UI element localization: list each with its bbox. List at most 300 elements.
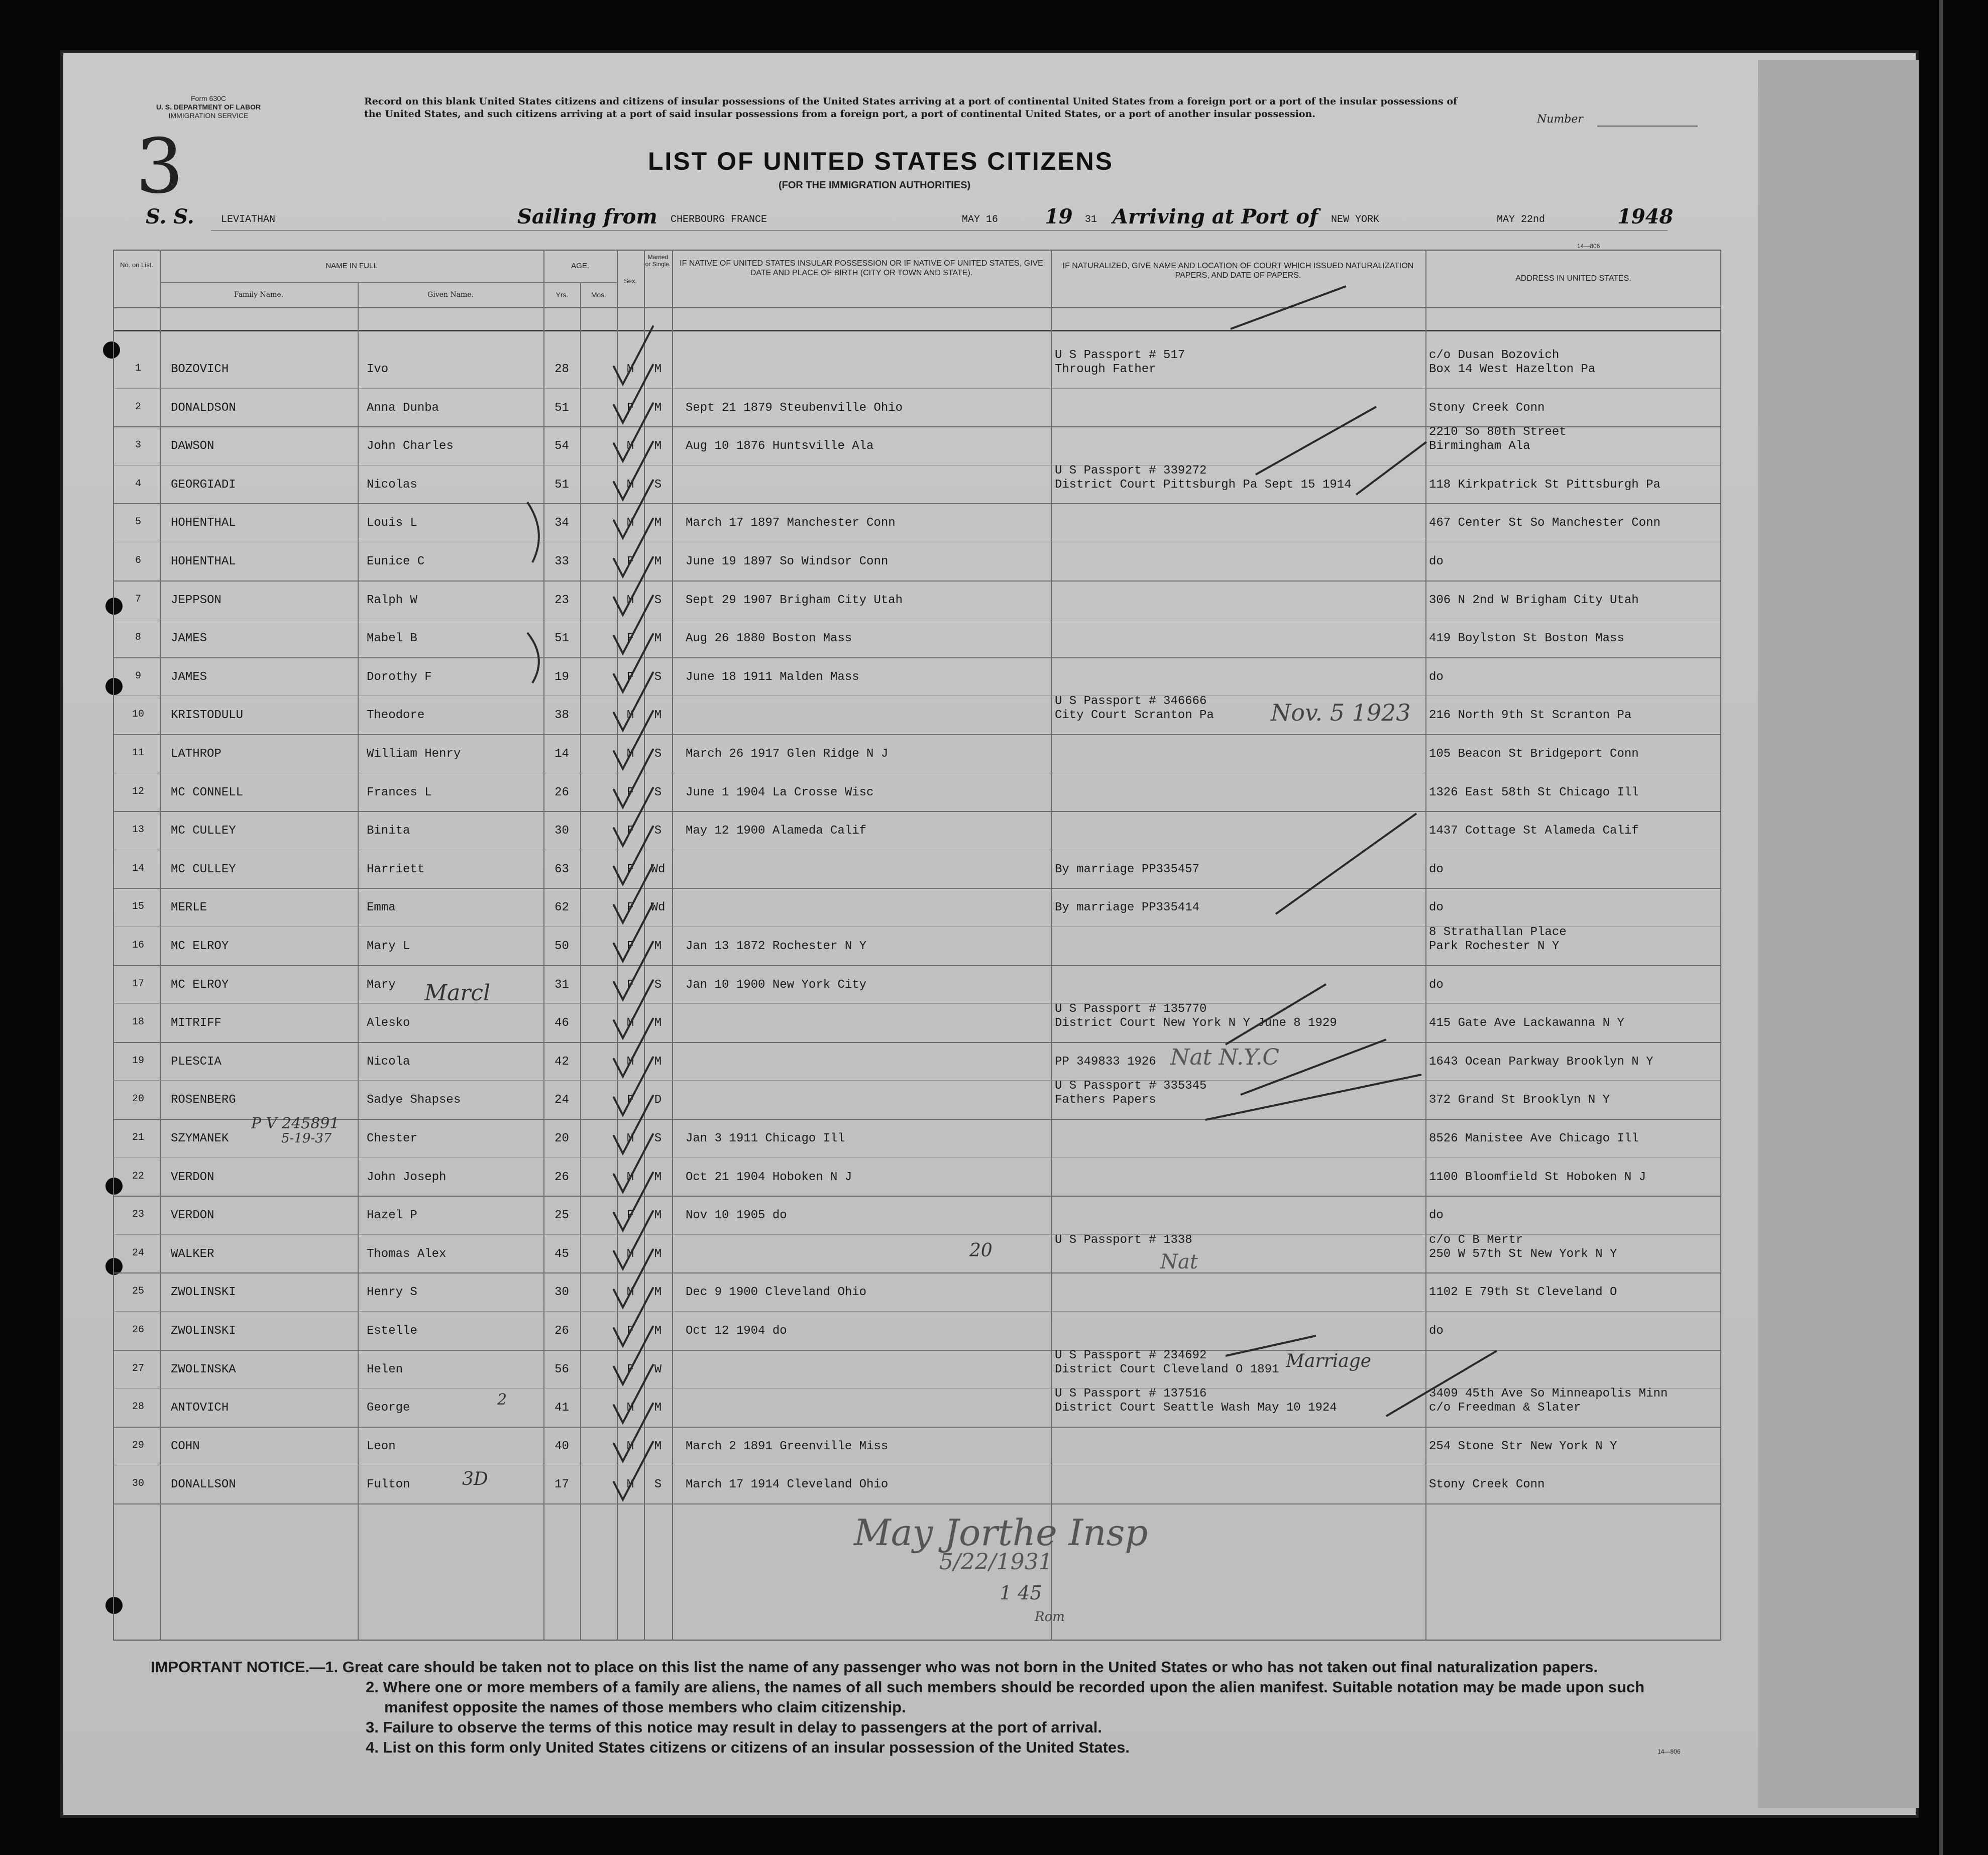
arrival-port: NEW YORK (1331, 214, 1380, 225)
cell-sex: M (626, 1016, 634, 1030)
cell-family-name: PLESCIA (171, 1055, 222, 1069)
notice-item-3: 3. Failure to observe the terms of this notice may result in delay to passengers at the port of arrival. (366, 1718, 1102, 1736)
header-yrs: Yrs. (556, 291, 569, 299)
cell-address-2: Box 14 West Hazelton Pa (1429, 363, 1596, 376)
cell-address-2: do (1429, 1324, 1444, 1338)
important-notice (151, 1657, 1868, 1758)
cell-sex: F (626, 555, 634, 568)
cell-address-1: 8 Strathallan Place (1429, 925, 1567, 939)
cell-no: 4 (135, 478, 141, 490)
form-service: IMMIGRATION SERVICE (168, 111, 249, 120)
cell-given-name: Theodore (367, 709, 425, 723)
cell-age: 23 (555, 593, 569, 607)
cell-family-name: HOHENTHAL (171, 516, 236, 530)
cell-address-2: 1643 Ocean Parkway Brooklyn N Y (1429, 1055, 1653, 1069)
cell-family-name: BOZOVICH (171, 363, 229, 376)
cell-naturalization-1: U S Passport # 335345 (1055, 1079, 1207, 1093)
cell-sex: F (626, 862, 634, 876)
header-age: AGE. (571, 262, 589, 270)
cell-birth: Jan 13 1872 Rochester N Y (686, 940, 867, 953)
cell-address-1: c/o Dusan Bozovich (1429, 349, 1560, 362)
cell-age: 20 (555, 1132, 569, 1145)
cell-age: 31 (555, 978, 569, 992)
cell-address-2: 118 Kirkpatrick St Pittsburgh Pa (1429, 478, 1661, 492)
cell-naturalization-2: PP 349833 1926 (1055, 1055, 1156, 1069)
header-naturalized: IF NATURALIZED, GIVE NAME AND LOCATION OF COURT WHICH ISSUED NATURALIZATION PAPERS, AND DATE OF PAPERS. (1062, 262, 1414, 280)
cell-address-2: 105 Beacon St Bridgeport Conn (1429, 747, 1639, 761)
cell-naturalization-2: By marriage PP335414 (1055, 901, 1200, 915)
cell-sex: M (626, 478, 634, 492)
cell-sex: F (626, 1209, 634, 1223)
cell-marital: S (654, 1132, 662, 1145)
arriving-label: Arriving at Port of (1113, 205, 1318, 228)
cell-address-2: 467 Center St So Manchester Conn (1429, 516, 1661, 530)
cell-age: 24 (555, 1093, 569, 1107)
sailing-date: MAY 16 (962, 214, 999, 225)
cell-naturalization-2: District Court New York N Y June 8 1929 (1055, 1016, 1337, 1030)
page-title: LIST OF UNITED STATES CITIZENS (648, 147, 1114, 175)
cell-family-name: DONALLSON (171, 1478, 236, 1492)
cell-given-name: Eunice C (367, 555, 425, 568)
cell-family-name: MITRIFF (171, 1016, 222, 1030)
cell-address-2: do (1429, 1209, 1444, 1223)
cell-address-2: do (1429, 978, 1444, 992)
cell-naturalization-1: U S Passport # 339272 (1055, 463, 1207, 478)
cell-birth: Oct 21 1904 Hoboken N J (686, 1170, 852, 1184)
cell-no: 6 (135, 555, 141, 566)
cell-age: 38 (555, 709, 569, 723)
cell-marital: M (654, 1170, 662, 1184)
cell-marital: Wd (650, 901, 666, 915)
cell-address-2: do (1429, 555, 1444, 568)
cell-given-name: Thomas Alex (367, 1247, 447, 1261)
notice-label: IMPORTANT NOTICE.— (151, 1658, 325, 1676)
cell-no: 22 (132, 1170, 144, 1182)
cell-naturalization-2: District Court Seattle Wash May 10 1924 (1055, 1401, 1337, 1415)
cell-birth: March 17 1897 Manchester Conn (686, 516, 896, 530)
notice-item-1: 1. Great care should be taken not to place on this list the name of any passenger who was not born in the United States or who has not taken out final naturalization papers. (325, 1658, 1598, 1676)
cell-family-name: JEPPSON (171, 593, 222, 607)
cell-address-2: 250 W 57th St New York N Y (1429, 1247, 1617, 1261)
cell-no: 19 (132, 1055, 144, 1067)
szymanek-margin-date: 5-19-37 (281, 1131, 332, 1146)
cell-given-name: Frances L (367, 785, 432, 799)
header-sex: Sex. (623, 277, 637, 285)
cell-marital: S (654, 785, 662, 799)
cell-naturalization-2: Through Father (1055, 363, 1156, 376)
cell-family-name: COHN (171, 1439, 200, 1453)
cell-no: 20 (132, 1093, 144, 1105)
cell-naturalization-2: City Court Scranton Pa (1055, 709, 1214, 723)
bottom-fraction: 1 45 (1000, 1582, 1042, 1604)
cell-age: 45 (555, 1247, 569, 1261)
cell-naturalization-1: U S Passport # 135770 (1055, 1002, 1207, 1016)
check-mark (614, 1439, 653, 1499)
cell-marital: M (654, 1401, 662, 1415)
cell-no: 5 (135, 516, 141, 528)
ss-label: S. S. (146, 205, 194, 228)
cell-family-name: ZWOLINSKI (171, 1324, 236, 1338)
inspector-signature: May Jorthe Insp (854, 1512, 1148, 1554)
cell-sex: F (626, 785, 634, 799)
cell-naturalization-1: U S Passport # 234692 (1055, 1348, 1207, 1362)
cell-sex: M (626, 1286, 634, 1300)
header-name-in-full: NAME IN FULL (325, 262, 378, 270)
cell-no: 24 (132, 1247, 144, 1259)
cell-sex: M (626, 439, 634, 453)
header-no-on-list: No. on List. (120, 261, 153, 269)
cell-family-name: MC CULLEY (171, 824, 236, 838)
cell-given-name: Ralph W (367, 593, 417, 607)
cell-family-name: KRISTODULU (171, 709, 244, 723)
notice-item-2a: 2. Where one or more members of a family are aliens, the names of all such members should be recorded upon the alien manifest. Suitable notation may be made upon such (366, 1678, 1645, 1696)
cell-address-2: do (1429, 670, 1444, 684)
cell-given-name: Emma (367, 901, 396, 915)
cell-family-name: ZWOLINSKI (171, 1286, 236, 1300)
header-birth: IF NATIVE OF UNITED STATES INSULAR POSSESSION OR IF NATIVE OF UNITED STATES, GIVE DATE AND PLACE OF BIRTH (CITY OR TOWN AND STATE). (680, 259, 1043, 277)
cell-marital: S (654, 478, 662, 492)
donallson-margin-note: 3D (462, 1469, 488, 1489)
header-family-name: Family Name. (234, 291, 284, 299)
year-prefix: 19 (1045, 205, 1073, 228)
arrival-date: MAY 22nd (1497, 214, 1545, 225)
cell-no: 25 (132, 1286, 144, 1298)
cell-given-name: Henry S (367, 1286, 417, 1300)
cell-given-name: Mary L (367, 940, 410, 953)
cell-sex: M (626, 1055, 634, 1069)
cell-marital: M (654, 632, 662, 646)
cell-naturalization-1: U S Passport # 517 (1055, 349, 1185, 362)
cell-sex: M (626, 1247, 634, 1261)
cell-sex: F (626, 824, 634, 838)
cell-family-name: MC ELROY (171, 940, 229, 953)
cell-naturalization-2: District Court Cleveland O 1891 (1055, 1362, 1279, 1376)
cell-naturalization-1: U S Passport # 346666 (1055, 694, 1207, 709)
cell-age: 30 (555, 1286, 569, 1300)
cell-no: 13 (132, 824, 144, 836)
cell-sex: M (626, 1478, 634, 1492)
walker-margin-note: 20 (969, 1240, 992, 1261)
cell-sex: F (626, 401, 634, 415)
cell-sex: F (626, 901, 634, 915)
cell-naturalization-2: District Court Pittsburgh Pa Sept 15 1914 (1055, 478, 1352, 492)
cell-given-name: George (367, 1401, 410, 1415)
cell-age: 25 (555, 1209, 569, 1223)
cell-sex: M (626, 593, 634, 607)
cell-address-2: Stony Creek Conn (1429, 1478, 1545, 1492)
cell-age: 30 (555, 824, 569, 838)
cell-no: 27 (132, 1362, 144, 1374)
cell-age: 51 (555, 632, 569, 646)
cell-marital: M (654, 363, 662, 376)
cell-marital: M (654, 940, 662, 953)
cell-family-name: JAMES (171, 670, 207, 684)
arrival-year: 1948 (1617, 205, 1674, 228)
cell-age: 26 (555, 1170, 569, 1184)
cell-birth: Sept 29 1907 Brigham City Utah (686, 593, 903, 607)
cell-sex: M (626, 363, 634, 376)
cell-no: 21 (132, 1132, 144, 1143)
cell-family-name: DAWSON (171, 439, 214, 453)
cell-given-name: Harriett (367, 862, 425, 876)
cell-marital: M (654, 1324, 662, 1338)
cell-birth: Jan 3 1911 Chicago Ill (686, 1132, 845, 1145)
cell-age: 14 (555, 747, 569, 761)
cell-family-name: VERDON (171, 1170, 214, 1184)
cell-age: 34 (555, 516, 569, 530)
cell-birth: Aug 10 1876 Huntsville Ala (686, 439, 874, 453)
cell-family-name: MC CULLEY (171, 862, 236, 876)
cell-sex: F (626, 1324, 634, 1338)
cell-address-2: 254 Stone Str New York N Y (1429, 1439, 1617, 1453)
cell-age: 26 (555, 785, 569, 799)
cell-no: 17 (132, 978, 144, 990)
cell-given-name: Fulton (367, 1478, 410, 1492)
szymanek-margin-note: P V 245891 (251, 1115, 340, 1132)
cell-no: 29 (132, 1439, 144, 1451)
cell-age: 54 (555, 439, 569, 453)
cell-no: 16 (132, 940, 144, 951)
cell-marital: M (654, 1055, 662, 1069)
zwolinska-margin-note: 2 (497, 1391, 507, 1409)
cell-age: 26 (555, 1324, 569, 1338)
cell-no: 2 (135, 401, 141, 413)
cell-sex: M (626, 1439, 634, 1453)
cell-given-name: William Henry (367, 747, 461, 761)
cell-birth: Sept 21 1879 Steubenville Ohio (686, 401, 903, 415)
bottom-code: 14—806 (1658, 1748, 1681, 1755)
cell-family-name: DONALDSON (171, 401, 236, 415)
cell-marital: M (654, 516, 662, 530)
cell-address-2: 415 Gate Ave Lackawanna N Y (1429, 1016, 1624, 1030)
cell-birth: March 26 1917 Glen Ridge N J (686, 747, 889, 761)
cell-age: 17 (555, 1478, 569, 1492)
cell-marital: S (654, 1478, 662, 1492)
cell-address-2: 419 Boylston St Boston Mass (1429, 632, 1624, 646)
kristodulu-naturalization-date: Nov. 5 1923 (1271, 699, 1411, 726)
printer-code: 14—806 (1577, 243, 1600, 250)
cell-given-name: Nicolas (367, 478, 417, 492)
cell-address-2: Stony Creek Conn (1429, 401, 1545, 415)
cell-family-name: VERDON (171, 1209, 214, 1223)
cell-age: 40 (555, 1439, 569, 1453)
cell-address-1: c/o C B Mertr (1429, 1233, 1523, 1247)
intro-notice: Record on this blank United States citizens and citizens of insular possessions of the United States arriving at a port of continental United States from a foreign port or a port of the insular possessions of the United States, and such citizens arriving at a port of said insular possessions from a foreign port, a port of continental United States, or a port of another insular possession. (364, 96, 1458, 120)
sheet-mark: 3 (136, 123, 184, 210)
sailing-year: 31 (1085, 214, 1097, 225)
cell-sex: F (626, 1093, 634, 1107)
cell-given-name: Anna Dunba (367, 401, 439, 415)
cell-marital: M (654, 555, 662, 568)
mcelroy-handwritten-note: Marcl (424, 980, 491, 1006)
cell-age: 42 (555, 1055, 569, 1069)
bottom-unit: Rom (1035, 1609, 1065, 1625)
cell-birth: Nov 10 1905 do (686, 1209, 787, 1223)
cell-family-name: WALKER (171, 1247, 214, 1261)
cell-no: 1 (135, 363, 141, 374)
cell-address-1: 3409 45th Ave So Minneapolis Minn (1429, 1387, 1668, 1401)
cell-birth: March 17 1914 Cleveland Ohio (686, 1478, 889, 1492)
cell-marital: D (654, 1093, 662, 1107)
cell-no: 3 (135, 439, 141, 451)
cell-birth: June 19 1897 So Windsor Conn (686, 555, 889, 568)
zwolinska-marriage-note: Marriage (1286, 1351, 1372, 1371)
notice-item-4: 4. List on this form only United States citizens or citizens of an insular possession of the United States. (366, 1738, 1130, 1756)
cell-sex: M (626, 1401, 634, 1415)
cell-no: 28 (132, 1401, 144, 1413)
walker-naturalization-note: Nat (1160, 1250, 1198, 1273)
cell-marital: S (654, 670, 662, 684)
cell-family-name: ROSENBERG (171, 1093, 236, 1107)
cell-address-2: 306 N 2nd W Brigham City Utah (1429, 593, 1639, 607)
cell-sex: F (626, 940, 634, 953)
cell-family-name: MERLE (171, 901, 207, 915)
cell-marital: M (654, 1247, 662, 1261)
cell-age: 33 (555, 555, 569, 568)
cell-family-name: HOHENTHAL (171, 555, 236, 568)
cell-family-name: JAMES (171, 632, 207, 646)
cell-given-name: Mary (367, 978, 396, 992)
cell-given-name: Dorothy F (367, 670, 432, 684)
header-mos: Mos. (591, 291, 607, 299)
inspector-date: 5/22/1931 (939, 1549, 1053, 1575)
cell-given-name: Ivo (367, 363, 389, 376)
cell-given-name: Nicola (367, 1055, 410, 1069)
notice-item-2b: manifest opposite the names of those members who claim citizenship. (384, 1698, 906, 1716)
cell-address-2: do (1429, 901, 1444, 915)
cell-marital: M (654, 1286, 662, 1300)
cell-age: 62 (555, 901, 569, 915)
cell-given-name: Estelle (367, 1324, 417, 1338)
cell-given-name: Mabel B (367, 632, 417, 646)
cell-age: 46 (555, 1016, 569, 1030)
cell-marital: M (654, 401, 662, 415)
cell-sex: F (626, 978, 634, 992)
ship-name: LEVIATHAN (221, 214, 276, 225)
cell-address-1: 2210 So 80th Street (1429, 425, 1567, 439)
cell-sex: M (626, 709, 634, 723)
cell-marital: M (654, 439, 662, 453)
cell-family-name: MC CONNELL (171, 785, 244, 799)
cell-naturalization-2: By marriage PP335457 (1055, 862, 1200, 876)
header-address: ADDRESS IN UNITED STATES. (1515, 274, 1631, 283)
cell-age: 41 (555, 1401, 569, 1415)
cell-birth: June 18 1911 Malden Mass (686, 670, 859, 684)
cell-marital: M (654, 1016, 662, 1030)
number-label: Number (1537, 113, 1583, 126)
cell-birth: March 2 1891 Greenville Miss (686, 1439, 889, 1453)
cell-birth: Oct 12 1904 do (686, 1324, 787, 1338)
cell-sex: M (626, 747, 634, 761)
cell-no: 11 (132, 747, 144, 759)
cell-given-name: Louis L (367, 516, 417, 530)
cell-age: 28 (555, 363, 569, 376)
cell-birth: Dec 9 1900 Cleveland Ohio (686, 1286, 867, 1300)
cell-no: 7 (135, 593, 141, 605)
cell-address-2: 1437 Cottage St Alameda Calif (1429, 824, 1639, 838)
form-department: U. S. DEPARTMENT OF LABOR (156, 103, 261, 111)
cell-birth: May 12 1900 Alameda Calif (686, 824, 867, 838)
cell-no: 9 (135, 670, 141, 682)
cell-marital: M (654, 709, 662, 723)
cell-no: 23 (132, 1209, 144, 1221)
cell-marital: S (654, 593, 662, 607)
cell-no: 8 (135, 632, 141, 644)
cell-age: 50 (555, 940, 569, 953)
cell-no: 18 (132, 1016, 144, 1028)
header-married-single: Married or Single. (645, 254, 671, 268)
cell-address-2: 1102 E 79th St Cleveland O (1429, 1286, 1617, 1300)
cell-family-name: MC ELROY (171, 978, 229, 992)
cell-address-2: Birmingham Ala (1429, 439, 1530, 453)
cell-given-name: John Charles (367, 439, 454, 453)
cell-address-2: 1100 Bloomfield St Hoboken N J (1429, 1170, 1646, 1184)
cell-no: 10 (132, 709, 144, 721)
cell-marital: S (654, 747, 662, 761)
cell-family-name: SZYMANEK (171, 1132, 229, 1145)
cell-sex: F (626, 1362, 634, 1376)
cell-no: 30 (132, 1478, 144, 1490)
cell-address-2: 372 Grand St Brooklyn N Y (1429, 1093, 1610, 1107)
cell-naturalization-2: Fathers Papers (1055, 1093, 1156, 1107)
cell-age: 51 (555, 478, 569, 492)
cell-sex: M (626, 1132, 634, 1145)
cell-given-name: Alesko (367, 1016, 410, 1030)
cell-sex: M (626, 1170, 634, 1184)
cell-marital: M (654, 1209, 662, 1223)
cell-family-name: ANTOVICH (171, 1401, 229, 1415)
cell-age: 19 (555, 670, 569, 684)
cell-address-2: Park Rochester N Y (1429, 940, 1560, 953)
cell-family-name: LATHROP (171, 747, 222, 761)
cell-family-name: GEORGIADI (171, 478, 236, 492)
cell-given-name: Leon (367, 1439, 396, 1453)
cell-no: 15 (132, 901, 144, 913)
plescia-naturalization-note: Nat N.Y.C (1170, 1045, 1280, 1070)
cell-family-name: ZWOLINSKA (171, 1362, 236, 1376)
sailing-from: CHERBOURG FRANCE (671, 214, 767, 225)
cell-marital: Wd (650, 862, 666, 876)
cell-age: 56 (555, 1362, 569, 1376)
page-subtitle: (FOR THE IMMIGRATION AUTHORITIES) (779, 180, 971, 191)
cell-marital: W (654, 1362, 662, 1376)
cell-age: 63 (555, 862, 569, 876)
cell-birth: Jan 10 1900 New York City (686, 978, 867, 992)
cell-given-name: Helen (367, 1362, 403, 1376)
cell-address-2: c/o Freedman & Slater (1429, 1401, 1581, 1415)
cell-sex: M (626, 516, 634, 530)
cell-marital: M (654, 1439, 662, 1453)
cell-address-2: 1326 East 58th St Chicago Ill (1429, 785, 1639, 799)
form-number: Form 630C (190, 94, 227, 102)
header-given-name: Given Name. (427, 291, 474, 299)
cell-birth: Aug 26 1880 Boston Mass (686, 632, 852, 646)
cell-address-2: 216 North 9th St Scranton Pa (1429, 709, 1632, 723)
cell-sex: F (626, 632, 634, 646)
cell-marital: S (654, 824, 662, 838)
cell-age: 51 (555, 401, 569, 415)
cell-given-name: Sadye Shapses (367, 1093, 461, 1107)
cell-no: 14 (132, 862, 144, 874)
cell-naturalization-1: U S Passport # 1338 (1055, 1233, 1192, 1247)
cell-naturalization-1: U S Passport # 137516 (1055, 1387, 1207, 1401)
cell-address-2: 8526 Manistee Ave Chicago Ill (1429, 1132, 1639, 1145)
cell-given-name: John Joseph (367, 1170, 447, 1184)
cell-address-2: do (1429, 862, 1444, 876)
cell-birth: June 1 1904 La Crosse Wisc (686, 785, 874, 799)
cell-no: 26 (132, 1324, 144, 1336)
cell-marital: S (654, 978, 662, 992)
